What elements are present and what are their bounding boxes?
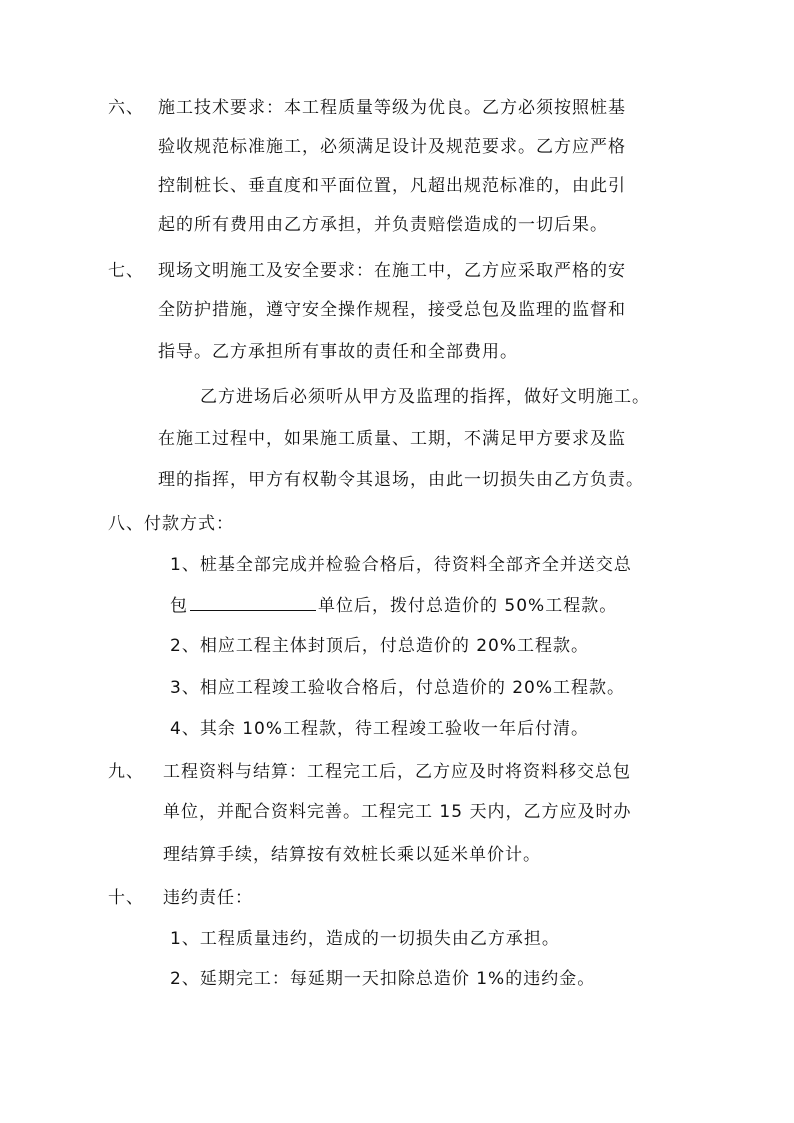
section-6-line-4: 起的所有费用由乙方承担，并负责赔偿造成的一切后果。 xyxy=(158,215,608,235)
section-10-heading: 违约责任： xyxy=(163,888,253,908)
blank-underline-field[interactable] xyxy=(190,594,316,611)
section-10-number: 十、 xyxy=(108,888,144,908)
section-7-line-3: 指导。乙方承担所有事故的责任和全部费用。 xyxy=(158,342,518,362)
section-7-line-2: 全防护措施，遵守安全操作规程，接受总包及监理的监督和 xyxy=(158,300,626,320)
breach-item-2: 2、延期完工：每延期一天扣除总造价 1%的违约金。 xyxy=(170,969,596,989)
payment-item-2: 2、相应工程主体封顶后，付总造价的 20%工程款。 xyxy=(170,636,590,656)
section-7-line-6: 理的指挥，甲方有权勒令其退场，由此一切损失由乙方负责。 xyxy=(158,470,644,490)
breach-item-1: 1、工程质量违约，造成的一切损失由乙方承担。 xyxy=(170,929,560,949)
payment-item-1-prefix: 包 xyxy=(170,596,188,616)
section-9-number: 九、 xyxy=(108,762,144,782)
section-6-line-2: 验收规范标准施工，必须满足设计及规范要求。乙方应严格 xyxy=(158,137,626,157)
section-9-line-2: 单位，并配合资料完善。工程完工 15 天内，乙方应及时办 xyxy=(163,802,632,822)
section-6-number: 六、 xyxy=(108,98,144,118)
payment-item-4: 4、其余 10%工程款，待工程竣工验收一年后付清。 xyxy=(170,719,590,739)
section-7-line-5: 在施工过程中，如果施工质量、工期，不满足甲方要求及监 xyxy=(158,429,626,449)
section-6-line-1: 施工技术要求：本工程质量等级为优良。乙方必须按照桩基 xyxy=(158,98,626,118)
section-9-line-1: 工程资料与结算：工程完工后，乙方应及时将资料移交总包 xyxy=(163,762,631,782)
section-7-line-4: 乙方进场后必须听从甲方及监理的指挥，做好文明施工。 xyxy=(200,387,650,407)
section-7-line-1: 现场文明施工及安全要求：在施工中，乙方应采取严格的安 xyxy=(158,261,626,281)
payment-item-1-suffix: 单位后，拨付总造价的 50%工程款。 xyxy=(318,596,618,616)
payment-item-1-line-2 xyxy=(170,594,617,618)
payment-item-1-line-1: 1、桩基全部完成并检验合格后，待资料全部齐全并送交总 xyxy=(170,555,632,575)
section-6-line-3: 控制桩长、垂直度和平面位置，凡超出规范标准的，由此引 xyxy=(158,176,626,196)
section-9-line-3: 理结算手续，结算按有效桩长乘以延米单价计。 xyxy=(163,845,541,865)
section-7-number: 七、 xyxy=(108,261,144,281)
section-8-heading: 八、付款方式： xyxy=(108,514,234,534)
payment-item-3: 3、相应工程竣工验收合格后，付总造价的 20%工程款。 xyxy=(170,678,626,698)
